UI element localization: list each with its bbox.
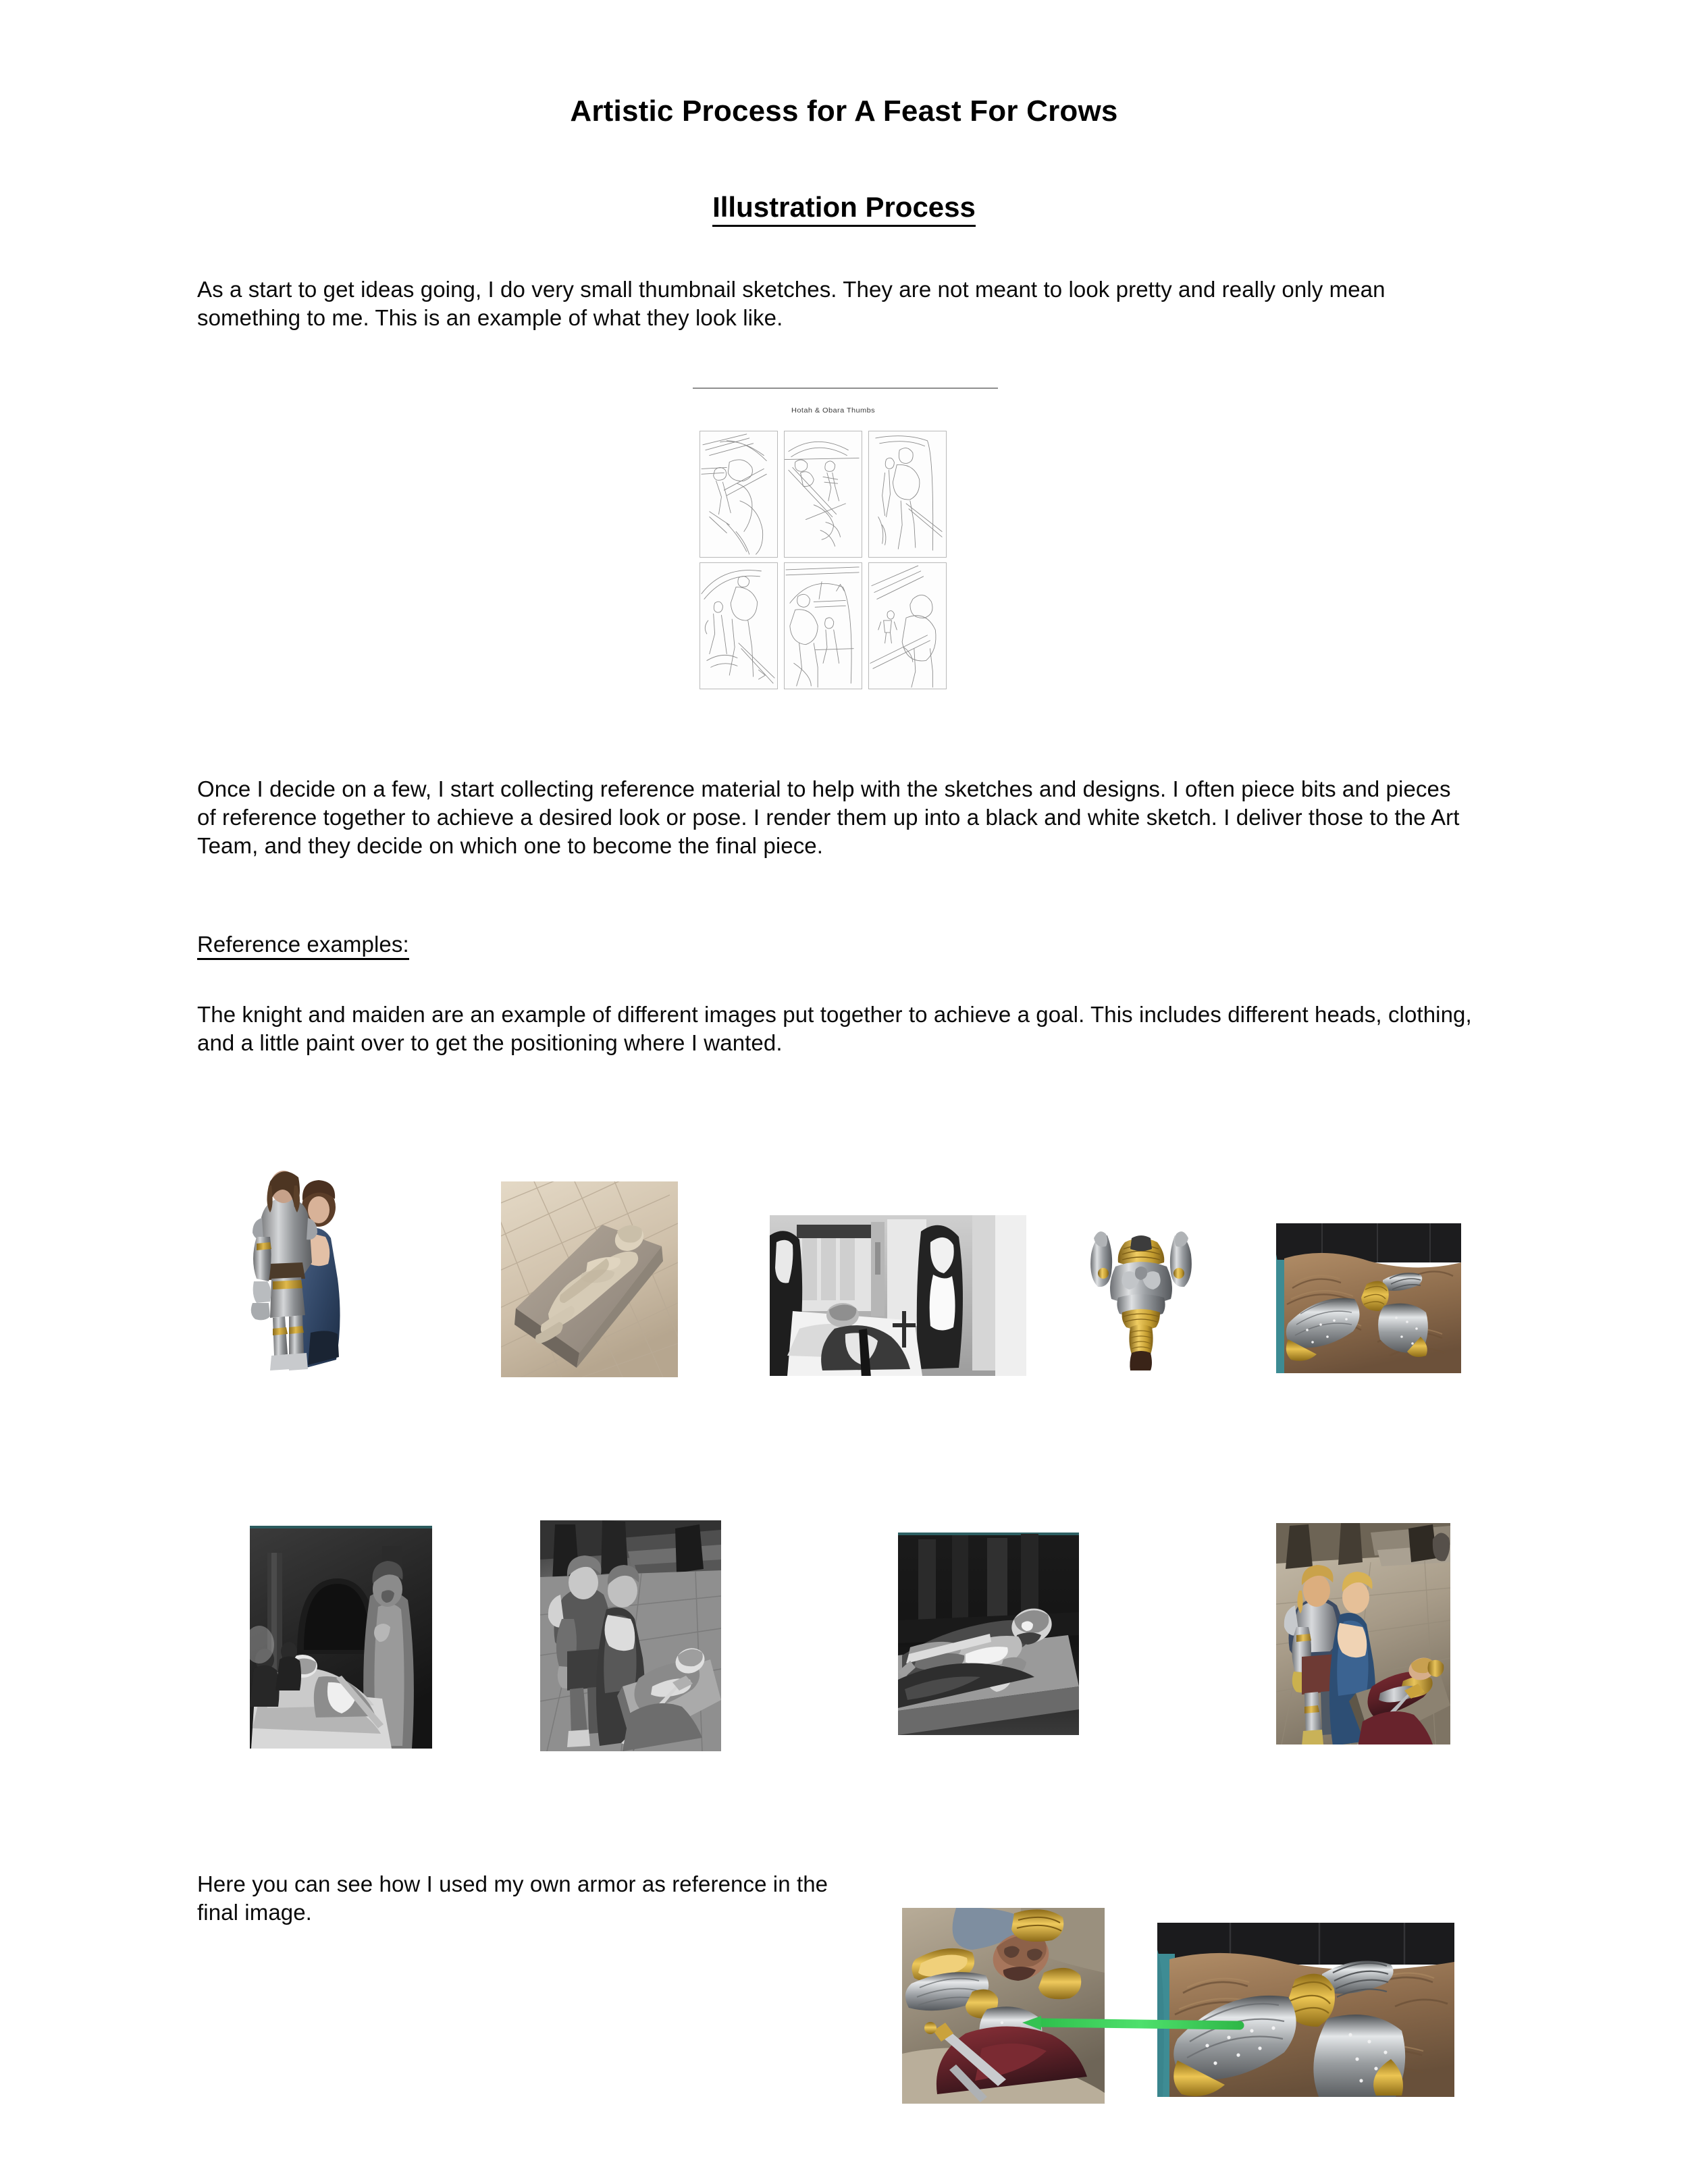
knight-and-maiden-cutout [244,1156,374,1379]
grayscale-study-mourner [250,1526,432,1749]
grayscale-sketch-knight-maiden [540,1520,721,1751]
knight-maiden-paragraph: The knight and maiden are an example of different images put together to achieve a goal. This includes different heads, clothing, and a little paint over to get the positioning where I wanted. [197,1002,1472,1056]
thumbnail-sheet-rule [693,388,998,389]
thumbnail-sketch-4 [700,562,778,689]
own-armor-reference-photo [1157,1923,1454,2097]
section-heading-text: Illustration Process [712,191,976,227]
grayscale-sketch-fallen-knight [898,1533,1079,1735]
final-image-armor-detail [902,1908,1105,2104]
thumbnail-sketch-5 [784,562,862,689]
intro-paragraph: As a start to get ideas going, I do very small thumbnail sketches. They are not meant to look pretty and really only mean something to me. This is an example of what they look like. [197,277,1386,331]
reference-examples-heading [197,930,409,959]
final-color-illustration [1276,1523,1450,1744]
armor-breastplate-cutout [1087,1207,1195,1370]
thumbnail-sketch-2 [784,431,862,558]
stone-tomb-effigy [501,1181,678,1377]
thumbnail-sketch-1 [700,431,778,558]
lying-in-state-photo [770,1215,1026,1376]
thumbnail-sheet [681,378,986,703]
thumbnail-sheet-caption: Hotah & Obara Thumbs [791,406,875,415]
section-heading [0,191,1688,223]
reference-examples-heading-text: Reference examples: [197,932,409,960]
thumbnail-sketch-6 [868,562,947,689]
collecting-paragraph: Once I decide on a few, I start collecting reference material to help with the sketches and designs. I often piece bits and pieces of reference together to achieve a desired look or pose. I render them up into a black and white sketch. I deliver those to the Art Team, and they decide on which one to become the final piece. [197,776,1460,859]
page-title: Artistic Process for A Feast For Crows [570,95,1118,128]
thumbnail-grid [700,431,947,689]
thumbnail-sketch-3 [868,431,947,558]
armor-reference-paragraph: Here you can see how I used my own armor as reference in the final image. [197,1871,828,1925]
gauntlets-photo [1276,1223,1461,1373]
